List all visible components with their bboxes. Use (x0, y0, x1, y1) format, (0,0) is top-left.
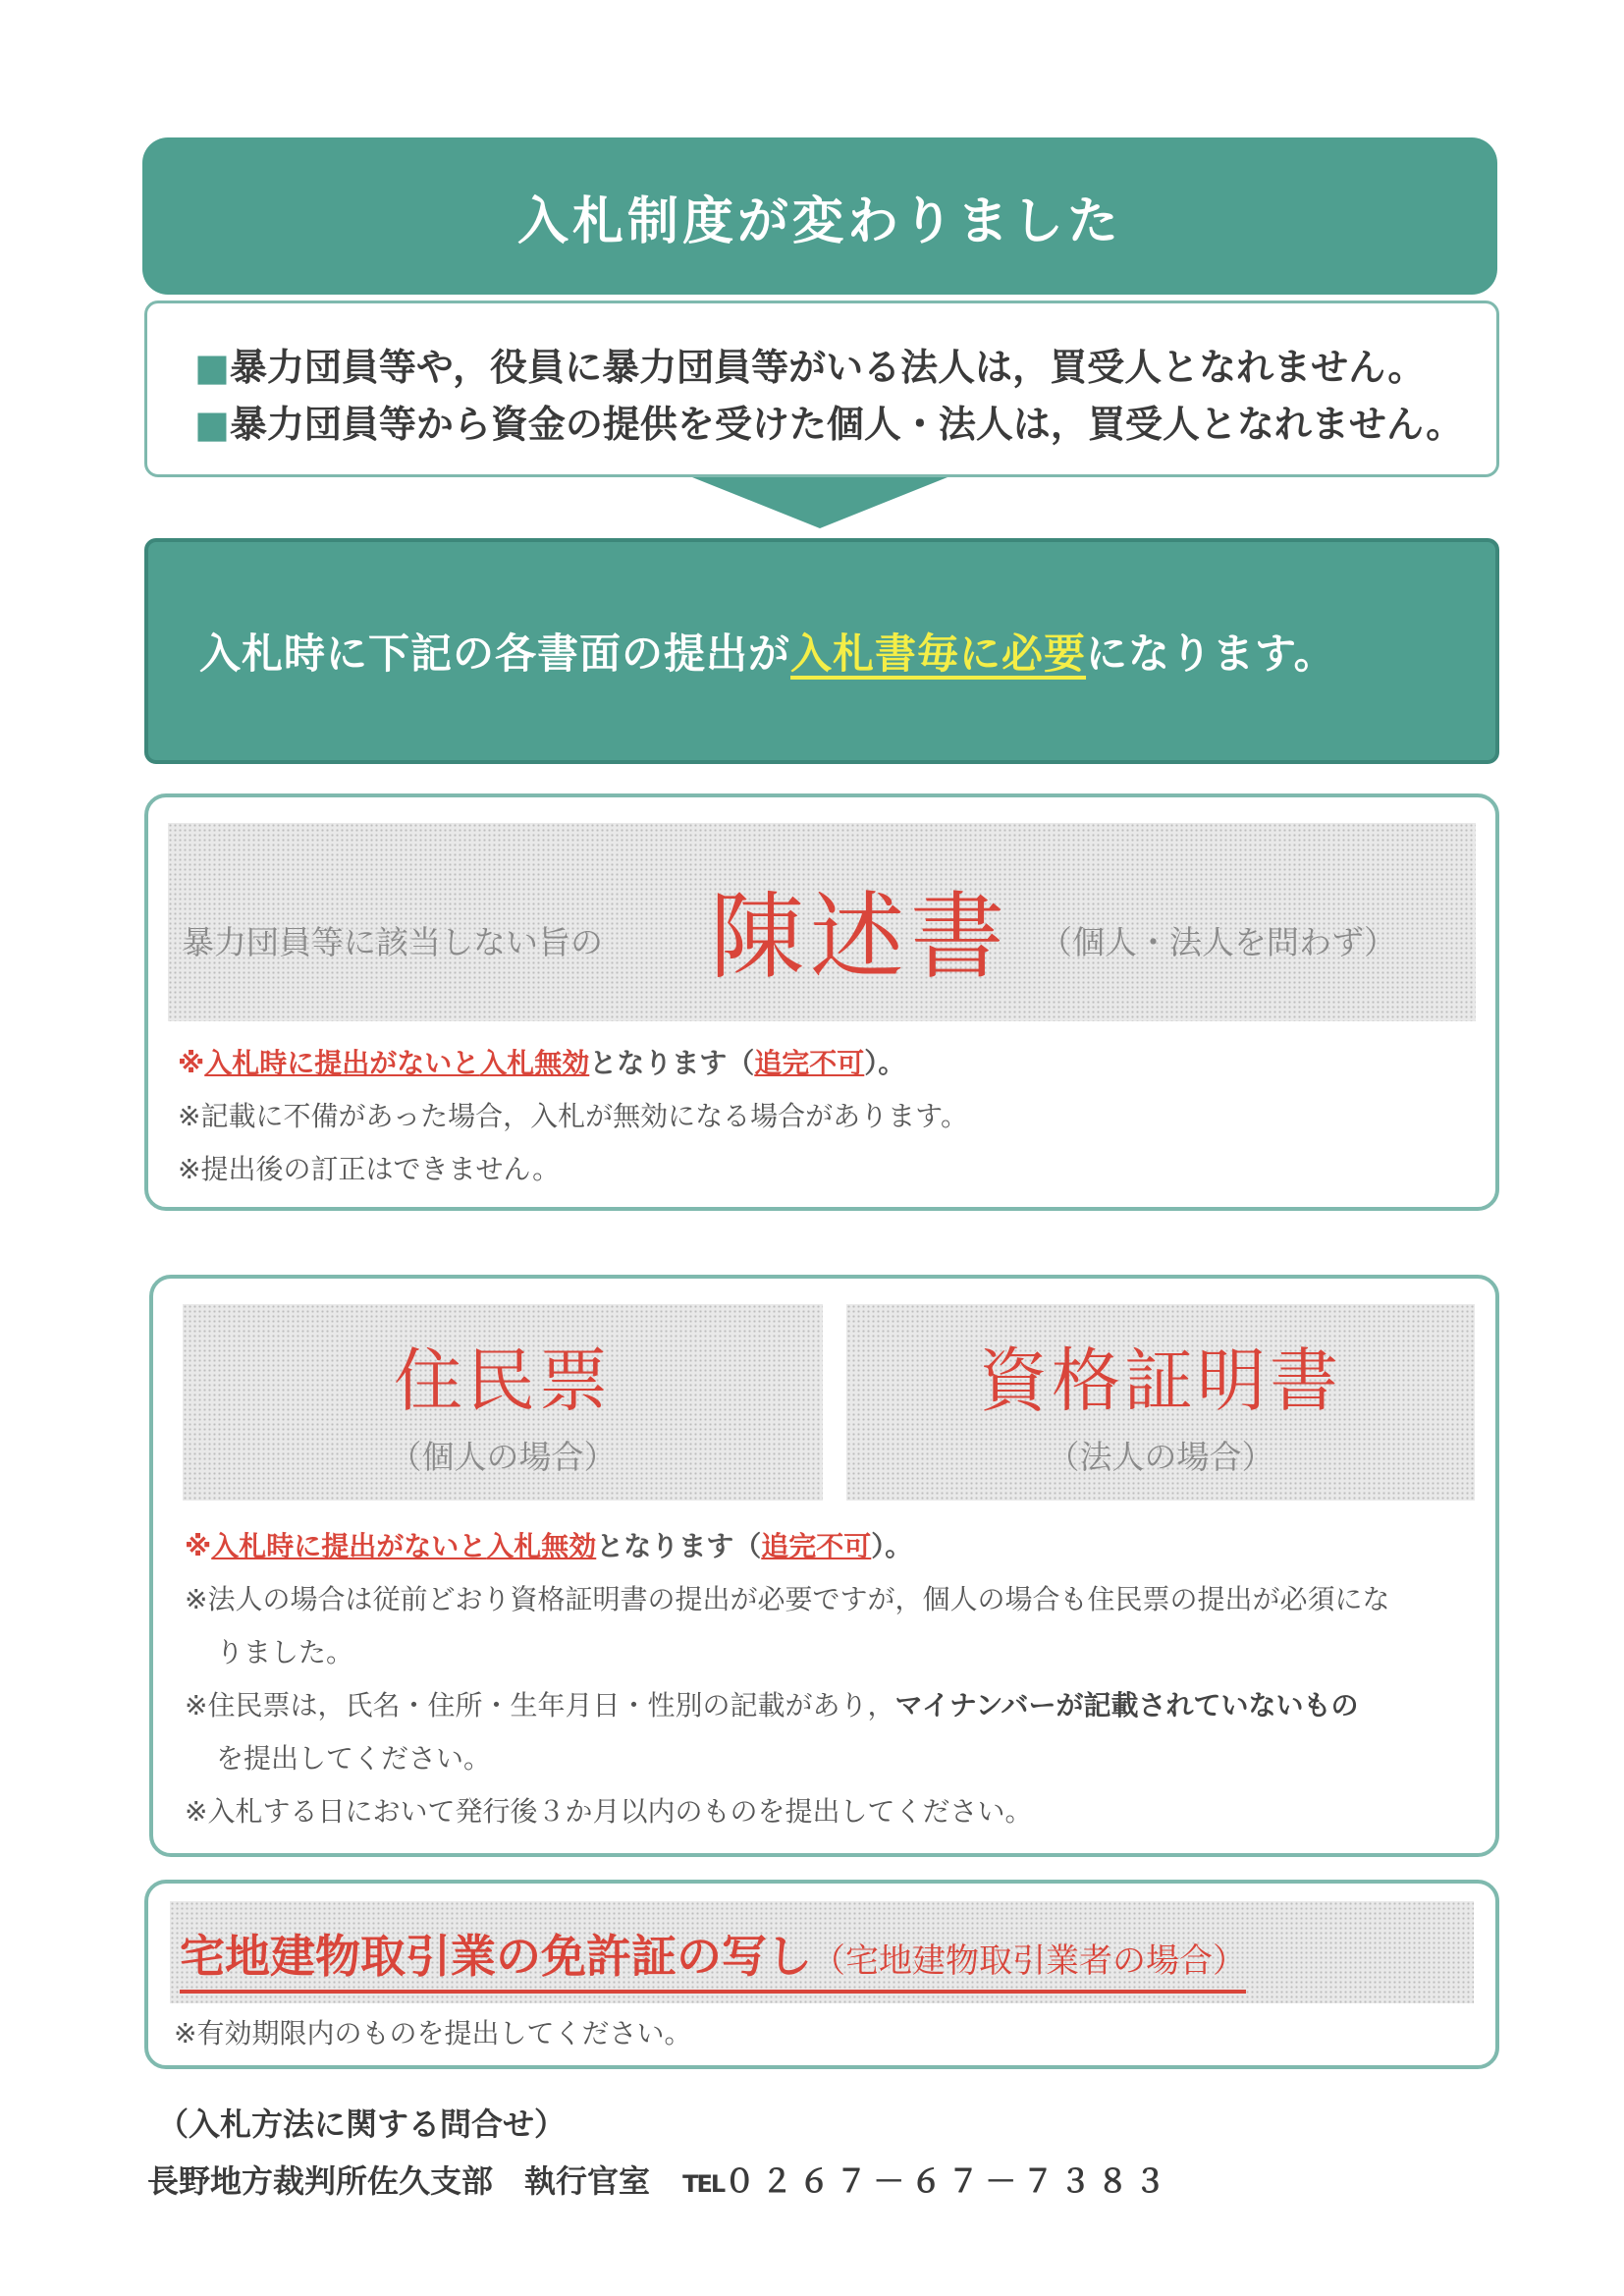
note-text: ※住民票は，氏名・住所・生年月日・性別の記載があり， (185, 1689, 895, 1722)
note-emphasis: 入札無効 (486, 1530, 597, 1562)
statement-title: 陳述書 (710, 882, 1010, 992)
resident-certificate-panel (183, 1304, 823, 1501)
license-header (170, 1901, 1474, 2003)
license-note: ※有効期限内のものを提出してください。 (174, 2017, 692, 2050)
note-emphasis: 追完不可 (754, 1047, 865, 1079)
note-text: となります（ (596, 1530, 762, 1562)
intro-box (144, 301, 1499, 477)
notice-banner (144, 538, 1499, 764)
down-arrow-icon (692, 477, 947, 528)
statement-card (144, 793, 1499, 1211)
note-emphasis: マイナンバーが記載されていないもの (894, 1689, 1359, 1722)
statement-note-2: ※記載に不備があった場合，入札が無効になる場合があります。 (178, 1100, 968, 1132)
intro-line-2 (194, 396, 1496, 453)
contact-heading: （入札方法に関する問合せ） (157, 2105, 567, 2143)
license-title-row (180, 1921, 1246, 1994)
documents-note-3b: を提出してください。 (216, 1742, 492, 1775)
note-text: ）。 (864, 1047, 906, 1079)
statement-notes (178, 1037, 1454, 1196)
contact-office: 長野地方裁判所佐久支部 執行官室 (147, 2162, 651, 2200)
contact-tel: ０２６７－６７－７３８３ (724, 2162, 1172, 2200)
statement-note-1 (178, 1037, 1454, 1090)
notice-text-pre: 入札時に下記の各書面の提出が (199, 629, 791, 678)
resident-certificate-sub: （個人の場合） (389, 1438, 617, 1476)
statement-prefix: 暴力団員等に該当しない旨の (182, 923, 603, 961)
bullet-icon: ■ (194, 346, 230, 389)
qualification-certificate-title: 資格証明書 (979, 1340, 1342, 1421)
intro-text-1: 暴力団員等や，役員に暴力団員等がいる法人は，買受人となれません。 (229, 346, 1426, 389)
notice-text-post: になります。 (1086, 629, 1336, 678)
statement-suffix: （個人・法人を問わず） (1040, 923, 1396, 961)
intro-text-2: 暴力団員等から資金の提供を受けた個人・法人は，買受人となれません。 (229, 403, 1464, 446)
note-mark: ※ (185, 1530, 212, 1562)
license-card (144, 1880, 1499, 2069)
note-text: 入札時に提出がないと (211, 1530, 487, 1562)
documents-notes (185, 1520, 1481, 1838)
page-title: 入札制度が変わりました (142, 137, 1497, 295)
documents-note-3a (185, 1679, 1481, 1732)
qualification-certificate-sub: （法人の場合） (1047, 1438, 1274, 1476)
note-text: ）。 (871, 1530, 913, 1562)
note-emphasis: 追完不可 (761, 1530, 872, 1562)
resident-certificate-title: 住民票 (394, 1340, 612, 1421)
documents-note-2b: りました。 (216, 1636, 354, 1668)
documents-card (149, 1275, 1499, 1857)
note-emphasis: 入札無効 (479, 1047, 590, 1079)
note-mark: ※ (178, 1047, 205, 1079)
note-text: 入札時に提出がないと (204, 1047, 480, 1079)
note-text: となります（ (589, 1047, 755, 1079)
bullet-icon: ■ (194, 403, 230, 446)
documents-note-2a: ※法人の場合は従前どおり資格証明書の提出が必要ですが，個人の場合も住民票の提出が必須にな (185, 1583, 1390, 1615)
statement-note-3: ※提出後の訂正はできません。 (178, 1153, 561, 1185)
statement-header (168, 823, 1476, 1021)
tel-label: TEL (682, 2170, 725, 2198)
license-sub: （宅地建物取引業者の場合） (812, 1941, 1246, 1981)
contact-line (147, 2157, 1171, 2202)
license-title: 宅地建物取引業の免許証の写し (180, 1930, 812, 1983)
documents-note-4: ※入札する日において発行後３か月以内のものを提出してください。 (185, 1795, 1033, 1828)
documents-note-1 (185, 1520, 1481, 1573)
intro-line-1 (194, 339, 1496, 396)
qualification-certificate-panel (846, 1304, 1475, 1501)
notice-highlight: 入札書毎に必要 (790, 629, 1087, 678)
